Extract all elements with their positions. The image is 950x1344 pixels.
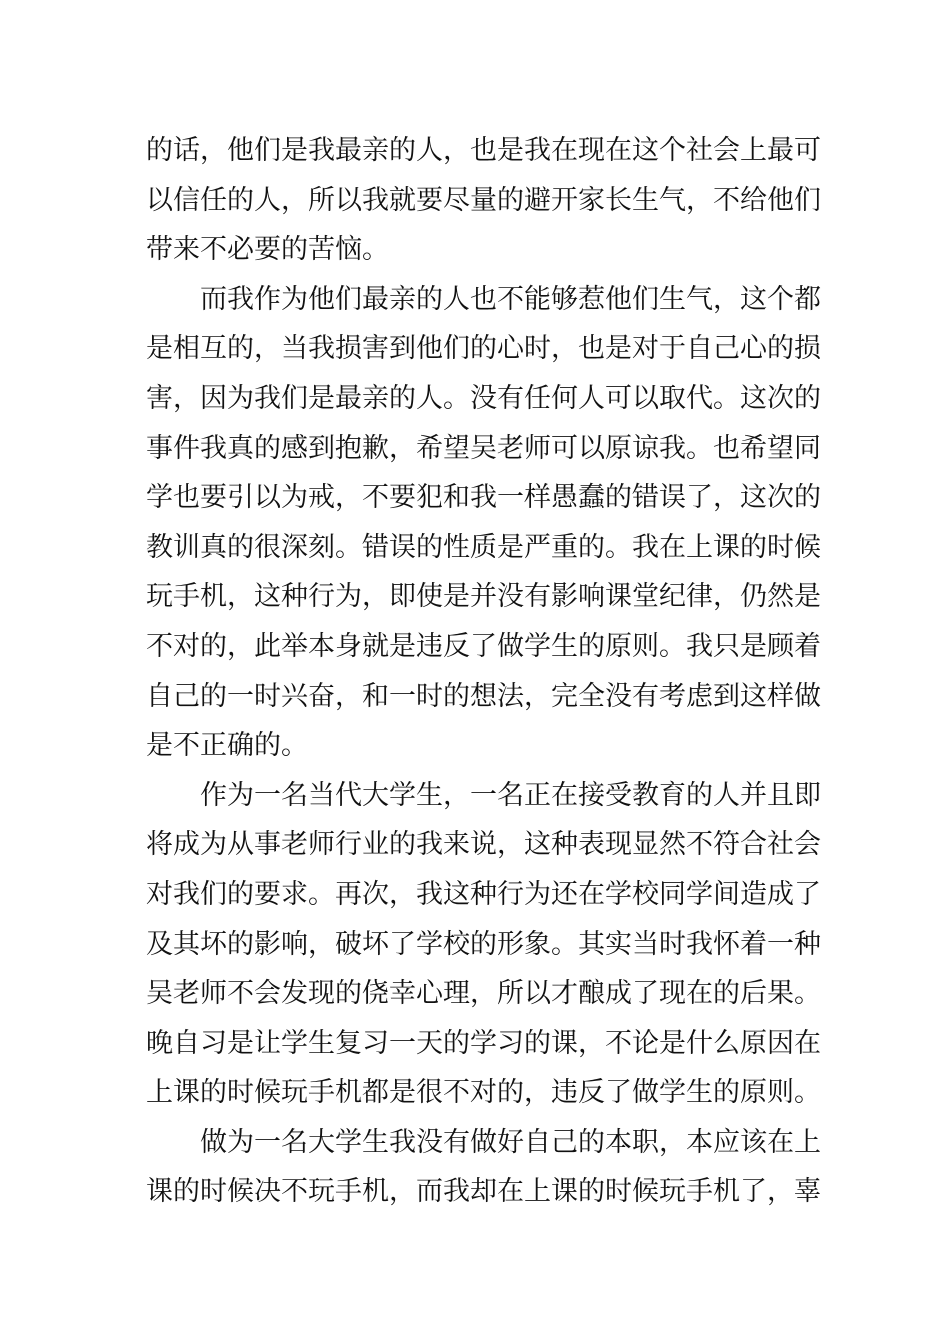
text-line: 害，因为我们是最亲的人。没有任何人可以取代。这次的 [146, 382, 821, 414]
text-line: 以信任的人，所以我就要尽量的避开家长生气，不给他们 [146, 184, 821, 216]
text-line: 对我们的要求。再次，我这种行为还在学校同学间造成了 [146, 878, 821, 910]
text-line: 晚自习是让学生复习一天的学习的课，不论是什么原因在 [146, 1027, 821, 1059]
paragraph-first-line: 做为一名大学生我没有做好自己的本职，本应该在上 [200, 1126, 821, 1158]
text-line: 玩手机，这种行为，即使是并没有影响课堂纪律，仍然是 [146, 581, 821, 613]
text-line: 学也要引以为戒，不要犯和我一样愚蠢的错误了，这次的 [146, 482, 821, 514]
text-line: 自己的一时兴奋，和一时的想法，完全没有考虑到这样做 [146, 680, 821, 712]
text-line: 将成为从事老师行业的我来说，这种表现显然不符合社会 [146, 829, 821, 861]
text-line: 吴老师不会发现的侥幸心理，所以才酿成了现在的后果。 [146, 978, 821, 1010]
text-line: 事件我真的感到抱歉，希望吴老师可以原谅我。也希望同 [146, 432, 821, 464]
paragraph-first-line: 作为一名当代大学生，一名正在接受教育的人并且即 [200, 779, 821, 811]
text-line: 上课的时候玩手机都是很不对的，违反了做学生的原则。 [146, 1077, 821, 1109]
text-line: 及其坏的影响，破坏了学校的形象。其实当时我怀着一种 [146, 928, 821, 960]
text-line: 是相互的，当我损害到他们的心时，也是对于自己心的损 [146, 333, 821, 365]
text-line: 的话，他们是我最亲的人，也是我在现在这个社会上最可 [146, 135, 821, 166]
text-line: 不对的，此举本身就是违反了做学生的原则。我只是顾着 [146, 630, 821, 662]
text-line: 课的时候决不玩手机，而我却在上课的时候玩手机了，辜 [146, 1176, 821, 1208]
document-body [146, 126, 821, 1217]
text-line: 教训真的很深刻。错误的性质是严重的。我在上课的时候 [146, 531, 821, 563]
text-line: 是不正确的。 [146, 730, 308, 762]
paragraph-first-line: 而我作为他们最亲的人也不能够惹他们生气，这个都 [200, 283, 821, 315]
text-line: 带来不必要的苦恼。 [146, 234, 389, 266]
